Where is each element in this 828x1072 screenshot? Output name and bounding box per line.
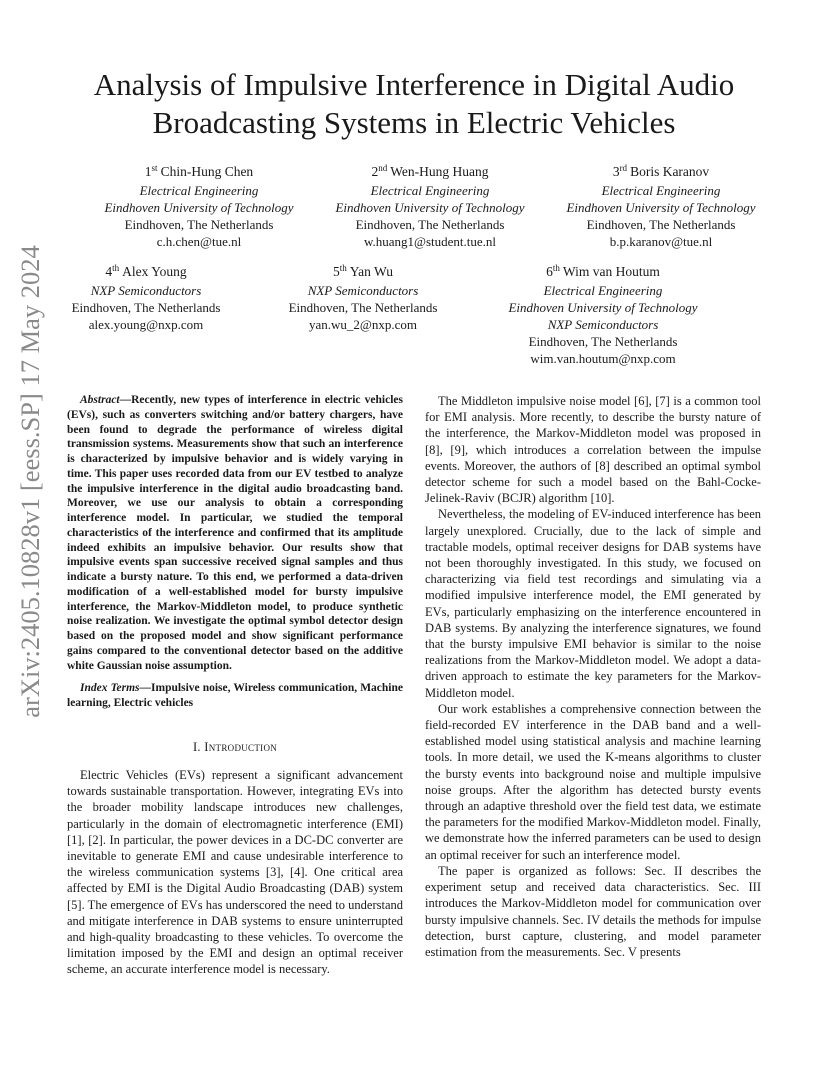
author-email[interactable]: alex.young@nxp.com: [88, 317, 204, 332]
author-ordinal-suffix: th: [112, 262, 120, 273]
author-email[interactable]: b.p.karanov@tue.nl: [609, 234, 713, 249]
abstract-text: —Recently, new types of interference in electric vehicles (EVs), such as converters switching and/or battery chargers, have been found to degrade the performance of wireless digital transmission systems. Measurements show that such an interference is characterized by impulsive behavior and is widely varying in time. This paper uses recorded data from our EV testbed to analyze the impulsive interference in the digital audio broadcasting band. Moreover, we use our analysis to obtain a corresponding interference model. In particular, we studied the temporal characteristics of the interference and confirmed that its amplitude indeed exhibits an impulsive behavior. Our results show that impulsive events span successive received signal samples and thus indicate a bursty nature. To this end, we performed a data-driven modification of a well-established model for bursty impulsive interference, the Markov-Middleton model, to produce synthetic noise realization. We investigate the optimal symbol detector design based on the proposed model and show significant performance gains compared to the conventional detector based on the additive white Gaussian noise assumption.: [67, 394, 403, 672]
author-company: NXP Semiconductors: [307, 283, 419, 298]
arxiv-identifier-text: arXiv:2405.10828v1 [eess.SP] 17 May 2024: [14, 244, 45, 718]
author-department: Electrical Engineering: [139, 183, 259, 198]
left-column: [67, 393, 403, 978]
author-block-3: [545, 162, 777, 250]
body-paragraph: The Middleton impulsive noise model [6], [7] is a common tool for EMI analysis. More recently, to describe the bursty nature of the interference, the Markov-Middleton model was proposed in [8], [9], which introduces a correlation between the impulse events. Moreover, the authors of [8] described an optimal symbol detector scheme for such a model based on the Bahl-Cocke-Jelinek-Raviv (BCJR) algorithm [10].: [425, 394, 761, 506]
author-company: NXP Semiconductors: [90, 283, 202, 298]
author-university: Eindhoven University of Technology: [566, 200, 756, 215]
author-company: NXP Semiconductors: [547, 317, 659, 332]
body-paragraph: Our work establishes a comprehensive connection between the field-recorded EV interference in the DAB band and a well-established model using statistical analysis and machine learning tools. In more detail, we used the K-means algorithms to cluster the bursty events into background noise and multiple impulsive noise groups. After the algorithm has detected bursty events through an adaptive threshold over the field test data, we estimate the parameters for the modified Markov-Middleton model. Finally, we demonstrate how the inferred parameters can be used to design an optimal receiver for such an interference model.: [425, 701, 761, 862]
body-paragraph: The paper is organized as follows: Sec. II describes the experiment setup and received data characteristics. Sec. III introduces the Markov-Middleton model for communication over bursty impulsive channels. Sec. IV details the methods for impulse detection, burst capture, clustering, and model parameter estimation from the measurements. Sec. V presents: [425, 863, 761, 959]
author-email[interactable]: wim.van.houtum@nxp.com: [530, 351, 676, 366]
author-email[interactable]: yan.wu_2@nxp.com: [308, 317, 417, 332]
author-name: [56, 262, 236, 282]
author-location: Eindhoven, The Netherlands: [71, 300, 221, 315]
author-name-text: Alex Young: [122, 264, 187, 279]
paper-title: Analysis of Impulsive Interference in Digital Audio Broadcasting Systems in Electric Vehicles: [93, 67, 735, 140]
author-ordinal-suffix: st: [151, 162, 158, 173]
section-title: Introduction: [204, 739, 278, 754]
author-name-text: Wen-Hung Huang: [390, 164, 489, 179]
author-ordinal: 2: [371, 164, 379, 179]
author-location: Eindhoven, The Netherlands: [528, 334, 678, 349]
author-university: Eindhoven University of Technology: [508, 300, 698, 315]
author-department: Electrical Engineering: [370, 183, 490, 198]
author-name-text: Boris Karanov: [630, 164, 710, 179]
author-ordinal-suffix: nd: [378, 162, 388, 173]
author-name: [273, 262, 453, 282]
author-ordinal-suffix: th: [339, 262, 347, 273]
author-name: [487, 262, 719, 282]
author-name: [314, 162, 546, 182]
author-name-text: Yan Wu: [349, 264, 393, 279]
author-email[interactable]: c.h.chen@tue.nl: [156, 234, 242, 249]
author-department: Electrical Engineering: [543, 283, 663, 298]
arxiv-identifier-stamp[interactable]: [6, 244, 54, 718]
author-name: [83, 162, 315, 182]
author-block-6: [487, 262, 719, 367]
body-paragraph: Nevertheless, the modeling of EV-induced interference has been largely unexplored. Crucially, due to the lack of simple and tractable models, optimal receiver designs for DAB systems have not been thoroughly investigated. In this study, we focused on characterizing via field test recordings and simulating via a modified impulsive interference model, the EMI generated by EVs, particularly emphasizing on the interference encountered in DAB systems. By analyzing the interference signatures, we found that the bursty impulsive EMI behavior is similar to the noise realizations from the Markov-Middleton model. We adopt a data-driven approach to estimate the key parameters for the Markov-Middleton model.: [425, 507, 761, 700]
author-location: Eindhoven, The Netherlands: [124, 217, 274, 232]
right-column: [425, 393, 761, 960]
abstract-label: Abstract: [80, 394, 120, 406]
abstract: [67, 393, 403, 673]
author-location: Eindhoven, The Netherlands: [355, 217, 505, 232]
author-block-4: [56, 262, 236, 333]
author-ordinal: 6: [546, 264, 553, 279]
author-ordinal: 5: [333, 264, 340, 279]
section-numeral: I.: [192, 739, 205, 754]
body-paragraph: Electric Vehicles (EVs) represent a significant advancement towards sustainable transportation. However, integrating EVs into the broader mobility landscape introduces new challenges, particularly in the domain of electromagnetic interference (EMI) [1], [2]. In particular, the power devices in a DC-DC converter are inevitable to generate EMI and cause undesirable interference to the wireless communication systems [3], [4]. One critical area affected by EMI is the Digital Audio Broadcasting (DAB) system [5]. The emergence of EVs has underscored the need to understand and mitigate interference in DAB systems to ensure uninterrupted and high-quality broadcasting to these vehicles. To overcome the limitation imposed by the EMI and design an optimal receiver scheme, an accurate interference model is necessary.: [67, 767, 403, 977]
author-university: Eindhoven University of Technology: [335, 200, 525, 215]
index-terms: [67, 681, 403, 711]
author-ordinal: 4: [105, 264, 113, 279]
author-email[interactable]: w.huang1@student.tue.nl: [363, 234, 497, 249]
author-ordinal-suffix: rd: [619, 162, 628, 173]
author-block-5: [273, 262, 453, 333]
author-university: Eindhoven University of Technology: [104, 200, 294, 215]
author-location: Eindhoven, The Netherlands: [586, 217, 736, 232]
author-department: Electrical Engineering: [601, 183, 721, 198]
section-heading-introduction: [67, 739, 403, 755]
author-block-2: [314, 162, 546, 250]
author-name-text: Wim van Houtum: [562, 264, 660, 279]
author-block-1: [83, 162, 315, 250]
author-ordinal-suffix: th: [552, 262, 560, 273]
author-name-text: Chin-Hung Chen: [160, 164, 254, 179]
index-terms-text: —Impulsive noise, Wireless communication, Machine learning, Electric vehicles: [67, 682, 404, 709]
author-name: [545, 162, 777, 182]
author-ordinal: 3: [612, 164, 620, 179]
author-location: Eindhoven, The Netherlands: [288, 300, 438, 315]
author-ordinal: 1: [144, 164, 152, 179]
index-terms-label: Index Terms: [80, 682, 140, 695]
